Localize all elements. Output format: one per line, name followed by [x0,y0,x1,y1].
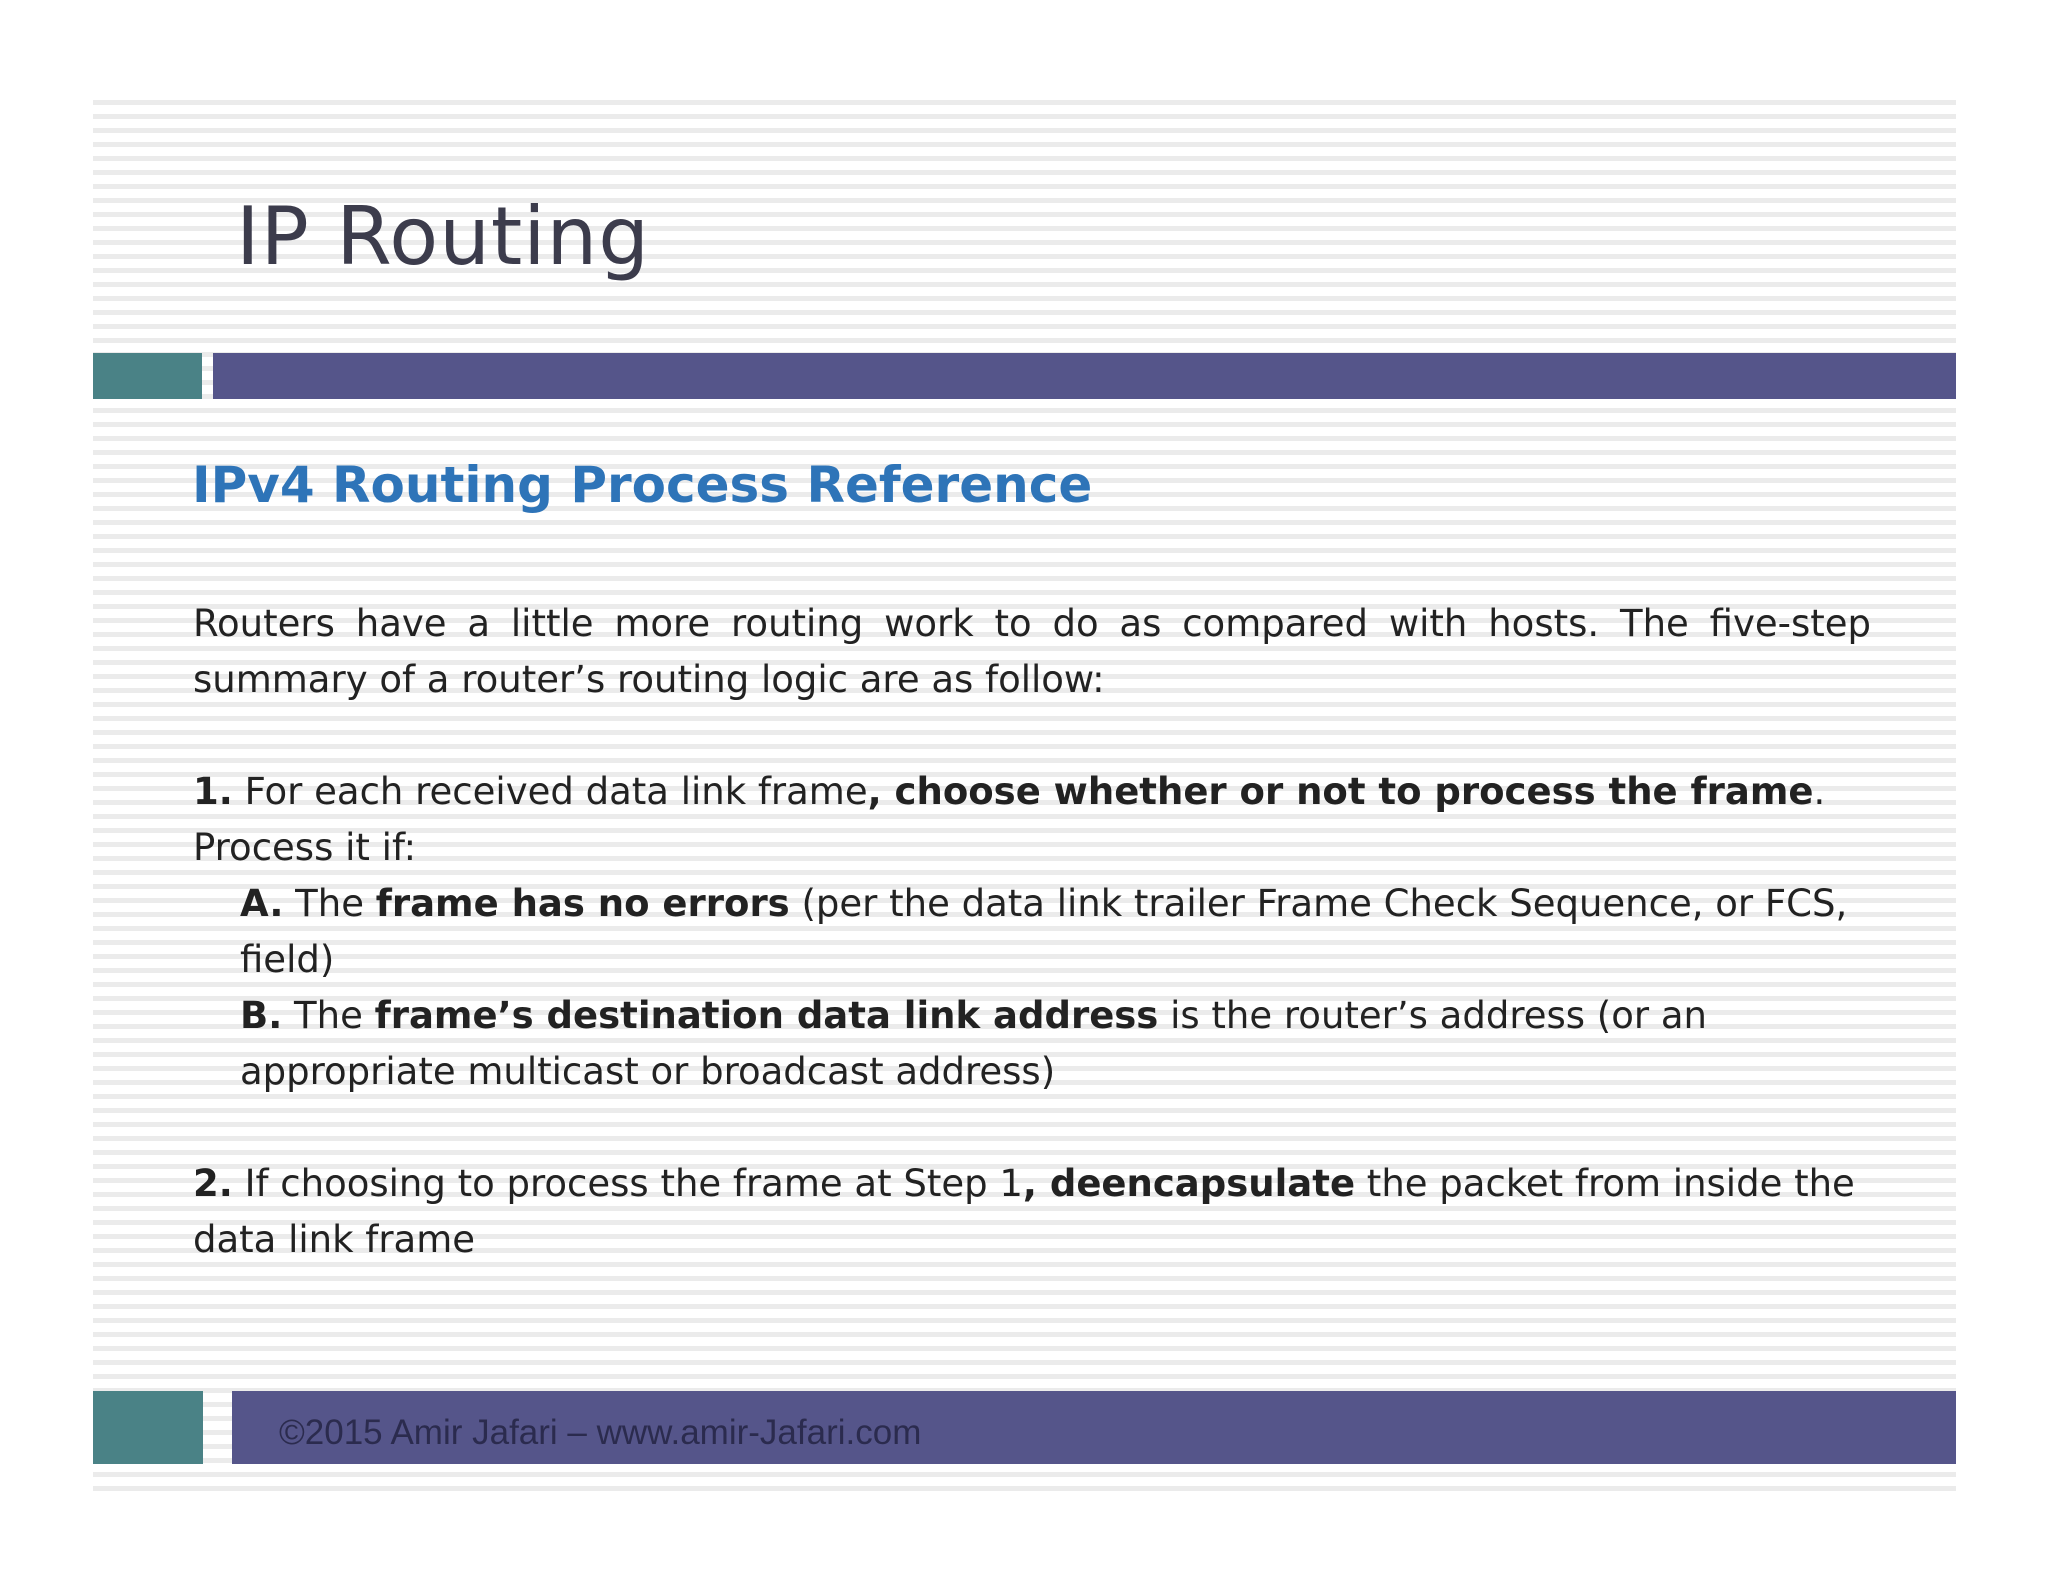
step-1b [193,988,1871,1100]
step-1-text: For each received data link frame [232,770,868,813]
footer-accent-square [93,1391,203,1464]
step-1a-pre: The [283,882,376,925]
step-1-number: 1. [193,770,233,813]
step-1a [193,876,1871,988]
step-1b-label: B. [240,994,283,1037]
slide-title: IP Routing [236,190,650,283]
section-heading: IPv4 Routing Process Reference [192,456,1093,514]
step-1b-pre: The [282,994,375,1037]
step-1b-post: is the router’s address (or an appropriate multicast or broadcast address) [240,994,1707,1093]
step-2-number: 2. [193,1162,233,1205]
header-bar [213,353,1956,399]
step-1b-bold: frame’s destination data link address [374,994,1159,1037]
step-2-text: If choosing to process the frame at Step 1 [232,1162,1023,1205]
intro-paragraph: Routers have a little more routing work to do as compared with hosts. The five-step summary of a router’s routing logic are as follow: [193,602,1871,701]
step-2-post: the packet from inside the data link frame [193,1162,1855,1261]
step-1-bold: , choose whether or not to process the frame [867,770,1814,813]
header-accent-square [93,353,202,399]
step-2 [193,1156,1871,1268]
step-1a-post: (per the data link trailer Frame Check Sequence, or FCS, field) [240,882,1848,981]
step-1a-label: A. [240,882,284,925]
step-1 [193,764,1871,820]
footer-copyright: ©2015 Amir Jafari – www.amir-Jafari.com [279,1413,922,1452]
step-1-end: . [1813,770,1826,813]
step-1a-bold: frame has no errors [375,882,790,925]
step-1-line2: Process it if: [193,826,417,869]
slide-body [193,596,1871,1268]
step-2-bold: , deencapsulate [1022,1162,1356,1205]
